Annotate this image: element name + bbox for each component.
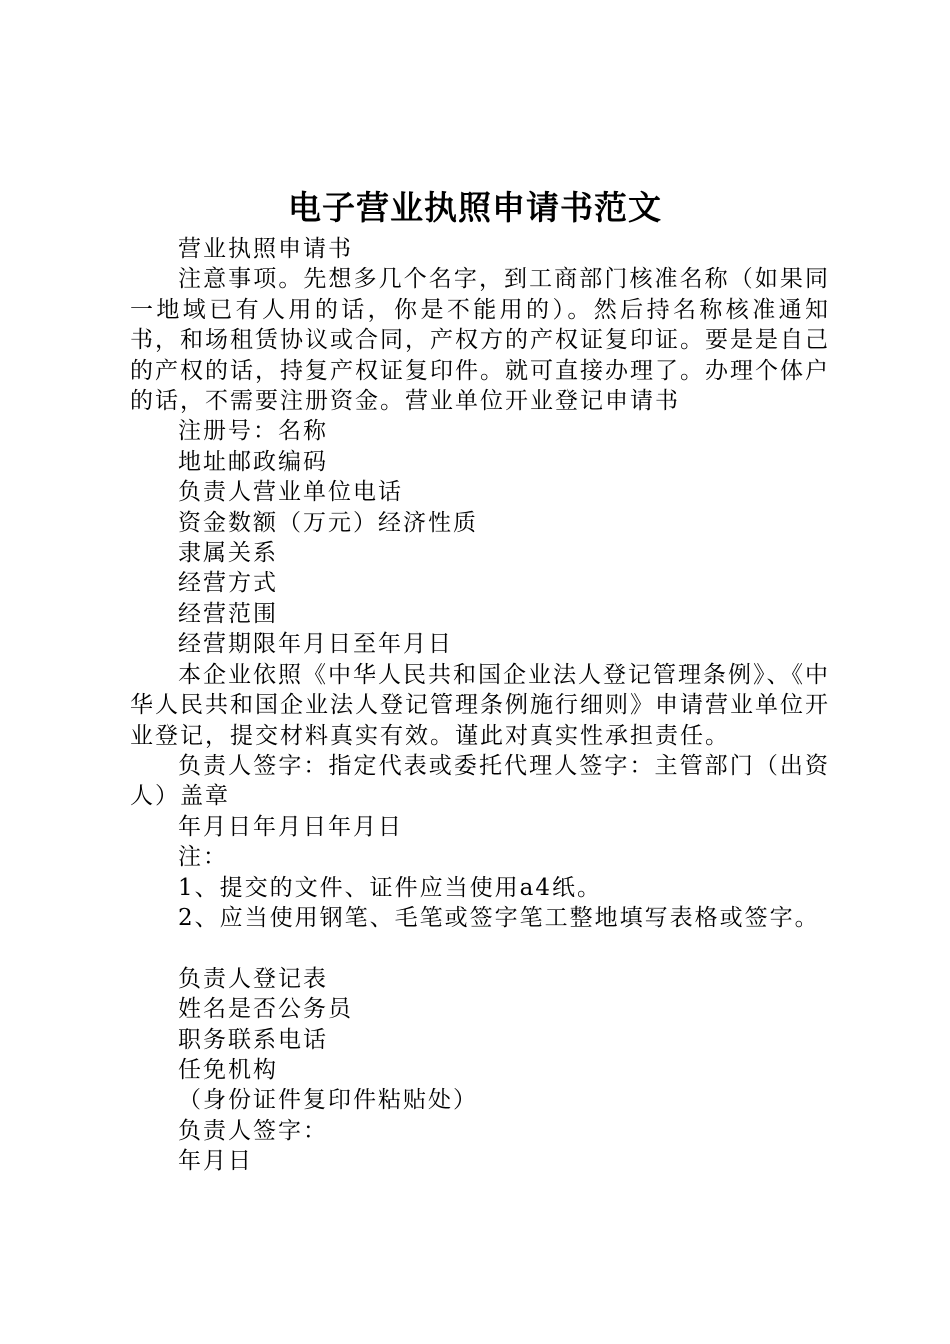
field-business-term: 经营期限年月日至年月日 [178, 631, 453, 658]
paragraph-dates: 年月日年月日年月日 [178, 813, 403, 840]
field-capital-nature: 资金数额（万元）经济性质 [178, 509, 478, 536]
section-manager-form: 负责人登记表 [178, 965, 328, 992]
paragraph-declaration: 本企业依照《中华人民共和国企业法人登记管理条例》、《中华人民共和国企业法人登记管理条例施行细则》申请营业单位开业登记，提交材料真实有效。谨此对真实性承担责任。 [130, 661, 830, 749]
field-address-postcode: 地址邮政编码 [178, 448, 328, 475]
field-appointing-body: 任免机构 [178, 1056, 278, 1083]
paragraph-note-2: 2、应当使用钢笔、毛笔或签字笔工整地填写表格或签字。 [178, 904, 820, 931]
field-position-phone: 职务联系电话 [178, 1026, 328, 1053]
field-id-copy-area: （身份证件复印件粘贴处） [178, 1087, 478, 1114]
field-registration-name: 注册号：名称 [178, 418, 328, 445]
document-title: 电子营业执照申请书范文 [288, 188, 662, 227]
field-affiliation: 隶属关系 [178, 540, 278, 567]
field-manager-signature: 负责人签字： [178, 1117, 328, 1144]
field-business-scope: 经营范围 [178, 600, 278, 627]
paragraph-notice: 注意事项。先想多几个名字，到工商部门核准名称（如果同一地域已有人用的话，你是不能用的）。然后持名称核准通知书，和场租赁协议或合同，产权方的产权证复印证。要是是自己的产权的话，持复产权证复印件。就可直接办理了。办理个体户的话，不需要注册资金。营业单位开业登记申请书 [130, 266, 830, 415]
paragraph-note-label: 注： [178, 844, 228, 871]
paragraph-note-1: 1、提交的文件、证件应当使用a4纸。 [178, 874, 602, 901]
field-manager-phone: 负责人营业单位电话 [178, 479, 403, 506]
paragraph-heading: 营业执照申请书 [178, 236, 353, 262]
blank-line [130, 933, 830, 963]
field-business-mode: 经营方式 [178, 570, 278, 597]
field-date: 年月日 [178, 1148, 253, 1175]
field-name-civil-servant: 姓名是否公务员 [178, 996, 353, 1023]
paragraph-signatures: 负责人签字：指定代表或委托代理人签字：主管部门（出资人）盖章 [130, 752, 830, 810]
document-body [130, 234, 830, 1177]
